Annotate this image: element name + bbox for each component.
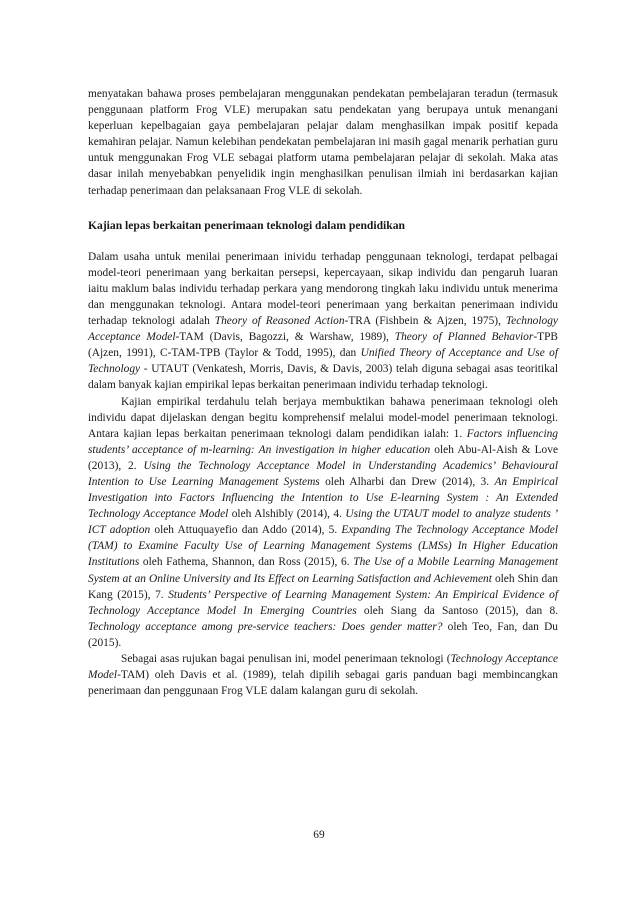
italic-title-text: Factors influencing students’ acceptance of m-learning: An investigation in higher education [88,427,559,456]
intro-paragraph [88,86,558,199]
italic-title-text: Using the Technology Acceptance Model in Understanding Academics’ Behavioural Intention to Use Learning Management Systems [88,459,558,488]
body-text: Kajian empirikal terdahulu telah berjaya membuktikan bahawa penerimaan teknologi oleh individu dapat dijelaskan dengan begitu komprehensif melalui model-model penerimaan teknologi. Antara kajian lepas berkaitan penerimaan teknologi dalam pendidikan ialah: 1. [88,395,558,440]
body-text: oleh Siang da Santoso (2015), dan 8. [356,604,558,617]
italic-title-text: Students’ Perspective of Learning Management System: An Empirical Evidence of Technology Acceptance Model In Emerging Countries [88,588,558,617]
body-text: oleh Alharbi dan Drew (2014), 3. [319,475,495,488]
paragraph-theories [88,249,558,394]
body-text: oleh Attuquayefio dan Addo (2014), 5. [150,524,342,537]
italic-title-text: Theory of Reasoned Action [214,315,345,328]
italic-title-text: Technology acceptance among pre-service teachers: Does gender matter? [88,620,443,633]
body-text: oleh Shin dan Kang (2015), 7. [88,572,558,601]
body-text: -TAM) oleh Davis et al. (1989), telah dipilih sebagai garis panduan bagi membincangkan penerimaan dan penggunaan Frog VLE dalam kalangan guru di sekolah. [88,669,558,698]
body-text: oleh Teo, Fan, dan Du (2015). [88,620,558,649]
body-text: -TAM (Davis, Bagozzi, & Warshaw, 1989), [175,331,395,344]
italic-title-text: The Use of a Mobile Learning Management System at an Online University and Its Effect on Learning Satisfaction and Achievement [88,556,558,585]
italic-title-text: Using the UTAUT model to analyze students ’ ICT adoption [88,508,558,537]
body-text: -TRA (Fishbein & Ajzen, 1975), [344,315,506,328]
section-heading: Kajian lepas berkaitan penerimaan teknologi dalam pendidikan [88,218,405,232]
body-text: Sebagai asas rujukan bagai penulisan ini, model penerimaan teknologi ( [121,653,451,665]
italic-title-text: Expanding The Technology Acceptance Model (TAM) to Examine Faculty Use of Learning Management Systems (LMSs) In Higher Education Institutions [88,524,558,569]
body-text: menyatakan bahawa proses pembelajaran menggunakan pendekatan pembelajaran teradun (termasuk penggunaan platform Frog VLE) merupakan satu pendekatan yang berupaya untuk menangani keperluan kepelbagaian gaya pembelajaran pelajar dalam menghasilkan impak positif kepada kemahiran pelajar. Namun kelebihan pendekatan pembelajaran ini masih gagal menarik perhatian guru untuk menggunakan Frog VLE sebagai platform utama pembelajaran pelajar di sekolah. Maka atas dasar inilah menyebabkan penyelidik ingin menghasilkan penulisan ilmiah ini berdasarkan kajian terhadap penerimaan dan pelaksanaan Frog VLE di sekolah. [88,88,558,197]
page-number: 69 [313,829,325,841]
body-text: -TPB (Ajzen, 1991), C-TAM-TPB (Taylor & Todd, 1995), dan [88,331,558,360]
body-text: oleh Fathema, Shannon, dan Ross (2015), 6. [139,556,354,569]
paragraph-tam-reference [88,651,558,699]
body-text: Dalam usaha untuk menilai penerimaan inividu terhadap penggunaan teknologi, terdapat pelbagai model-teori penerimaan yang berkaitan persepsi, kepercayaan, sikap individu dan pengaruh luaran iaitu maklum balas individu terhadap perkara yang mendorong tingkah laku individu untuk menerima dan menggunakan teknologi. Antara model-teori penerimaan yang berkaitan penerimaan individu terhadap teknologi adalah [88,250,558,328]
italic-title-text: Theory of Planned Behavior [394,331,534,344]
paragraph-empirical-studies [88,394,558,652]
italic-title-text: Technology Acceptance Model [88,653,558,682]
italic-title-text: Technology Acceptance Model [88,315,558,344]
body-text: oleh Alshibly (2014), 4. [228,508,346,521]
italic-title-text: An Empirical Investigation into Factors Influencing the Intention to Use E-learning System : An Extended Technology Acceptance Model [88,475,558,521]
italic-title-text: Unified Theory of Acceptance and Use of Technology [88,347,558,376]
page-content [88,86,558,699]
body-text: - UTAUT (Venkatesh, Morris, Davis, & Davis, 2003) telah diguna sebagai asas teoritikal dalam banyak kajian empirikal lepas berkaitan penerimaan individu terhadap teknologi. [88,363,558,392]
body-text: oleh Abu-Al-Aish & Love (2013), 2. [88,443,559,472]
